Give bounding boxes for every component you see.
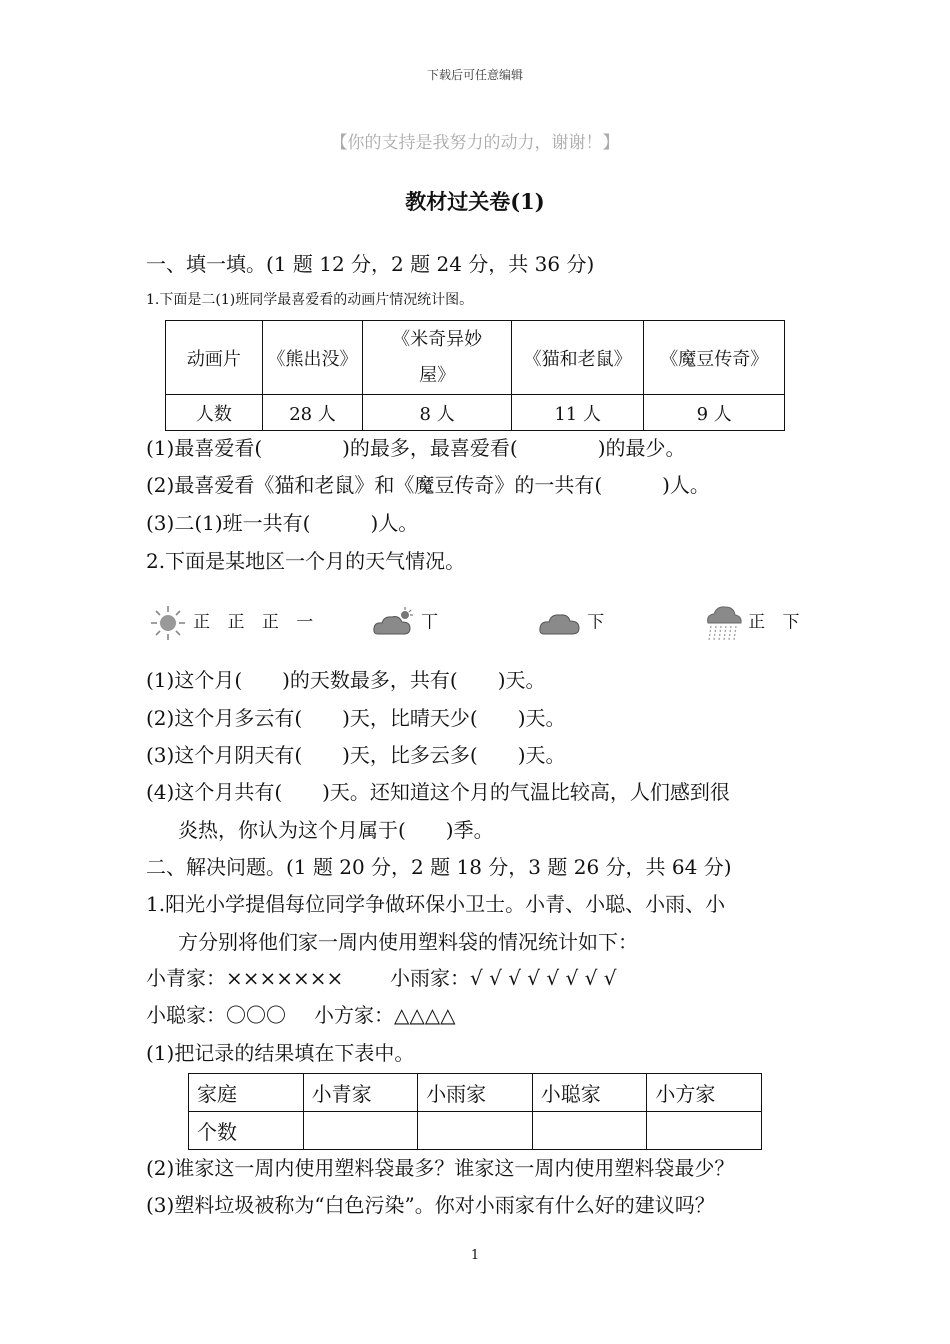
q2-intro: 2.下面是某地区一个月的天气情况。 — [146, 549, 466, 573]
table-cell — [363, 321, 512, 395]
support-banner: 【你的支持是我努力的动力，谢谢！】 — [330, 133, 620, 153]
section-1-heading: 一、填一填。(1 题 12 分，2 题 24 分，共 36 分) — [146, 252, 595, 276]
q2-item-1: (1)这个月( )的天数最多，共有( )天。 — [146, 668, 546, 692]
page-title: 教材过关卷(1) — [405, 189, 545, 214]
q1-item-1: (1)最喜爱看( )的最多，最喜爱看( )的最少。 — [146, 436, 686, 460]
table-cell: 8 人 — [363, 395, 512, 431]
cartoon-table-header-row — [166, 321, 785, 395]
table-cell: 个数 — [189, 1112, 304, 1150]
bag-count-table — [188, 1073, 762, 1150]
cartoon-table-count-row — [166, 395, 785, 431]
cloudy-icon — [538, 606, 582, 640]
answer-cell[interactable] — [418, 1112, 533, 1150]
table-cell: 家庭 — [189, 1074, 304, 1112]
record-xiaocong: 小聪家：〇〇〇 — [146, 1003, 286, 1027]
rain-icon — [703, 603, 743, 643]
table-cell-line: 屋》 — [419, 364, 456, 386]
table-cell: 9 人 — [644, 395, 785, 431]
partly-cloudy-icon — [372, 606, 416, 640]
s2-sub-2: (2)谁家这一周内使用塑料袋最多？谁家这一周内使用塑料袋最少？ — [146, 1156, 735, 1180]
table-cell-line: 《米奇异妙 — [392, 328, 483, 350]
q2-item-4-cont: 炎热，你认为这个月属于( )季。 — [178, 818, 494, 842]
s2-q1-line2: 方分别将他们家一周内使用塑料袋的情况统计如下： — [178, 930, 638, 954]
q2-item-3: (3)这个月阴天有( )天，比多云多( )天。 — [146, 743, 566, 767]
s2-sub-3: (3)塑料垃圾被称为“白色污染”。你对小雨家有什么好的建议吗？ — [146, 1193, 715, 1217]
s2-sub-1: (1)把记录的结果填在下表中。 — [146, 1041, 415, 1065]
q2-item-4: (4)这个月共有( )天。还知道这个月的气温比较高，人们感到很 — [146, 780, 730, 804]
bag-table-header-row — [189, 1074, 762, 1112]
table-cell: 28 人 — [262, 395, 363, 431]
table-cell: 小青家 — [303, 1074, 418, 1112]
table-cell: 11 人 — [511, 395, 644, 431]
table-cell: 人数 — [166, 395, 263, 431]
rain-tally: 正 下 — [748, 612, 806, 633]
table-cell: 《魔豆传奇》 — [644, 321, 785, 395]
weather-partly-cloudy — [372, 606, 444, 640]
partly-cloudy-tally: 丅 — [421, 612, 445, 633]
q1-item-3: (3)二(1)班一共有( )人。 — [146, 511, 419, 535]
answer-cell[interactable] — [647, 1112, 762, 1150]
table-cell: 动画片 — [166, 321, 263, 395]
record-xiaofang: 小方家：△△△△ — [314, 1003, 456, 1027]
weather-sunny — [148, 603, 319, 643]
weather-cloudy — [538, 606, 610, 640]
answer-cell[interactable] — [532, 1112, 647, 1150]
table-cell: 小聪家 — [532, 1074, 647, 1112]
section-2-heading: 二、解决问题。(1 题 20 分，2 题 18 分，3 题 26 分，共 64 分) — [146, 855, 732, 879]
table-cell: 《猫和老鼠》 — [511, 321, 644, 395]
q2-item-2: (2)这个月多云有( )天，比晴天少( )天。 — [146, 706, 566, 730]
cloudy-tally: 下 — [587, 612, 611, 633]
q1-item-2: (2)最喜爱看《猫和老鼠》和《魔豆传奇》的一共有( )人。 — [146, 473, 710, 497]
record-xiaoyu: 小雨家：√ √ √ √ √ √ √ √ — [390, 966, 617, 990]
s2-q1-line1: 1.阳光小学提倡每位同学争做环保小卫士。小青、小聪、小雨、小 — [146, 892, 726, 916]
q1-intro: 1.下面是二(1)班同学最喜爱看的动画片情况统计图。 — [146, 292, 474, 308]
table-cell: 小方家 — [647, 1074, 762, 1112]
header-note: 下载后可任意编辑 — [426, 68, 523, 82]
sunny-tally: 正 正 正 一 — [193, 612, 320, 633]
answer-cell[interactable] — [303, 1112, 418, 1150]
page-number: 1 — [470, 1248, 480, 1263]
record-xiaoqing: 小青家：××××××× — [146, 966, 344, 990]
sun-icon — [148, 603, 188, 643]
bag-table-count-row — [189, 1112, 762, 1150]
weather-rain — [703, 603, 806, 643]
table-cell: 《熊出没》 — [262, 321, 363, 395]
table-cell: 小雨家 — [418, 1074, 533, 1112]
cartoon-table — [165, 320, 785, 431]
